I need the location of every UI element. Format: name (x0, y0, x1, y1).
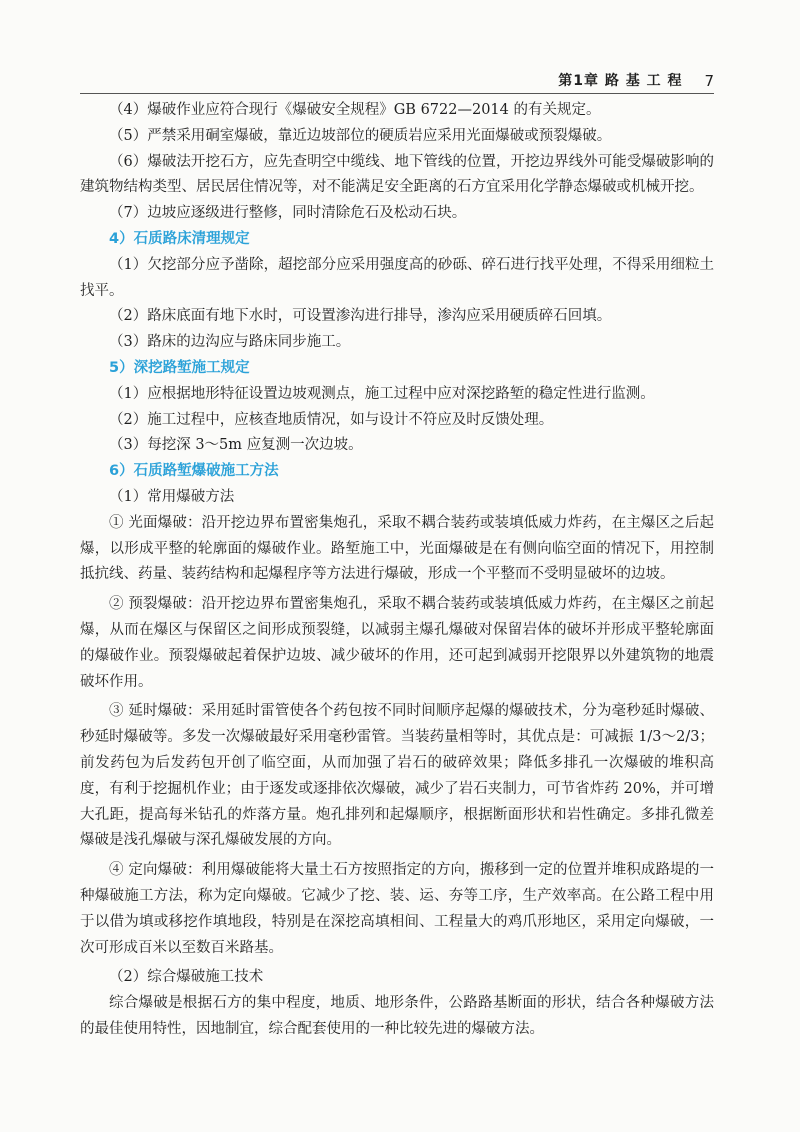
paragraph: （1）应根据地形特征设置边坡观测点，施工过程中应对深挖路堑的稳定性进行监测。 (109, 385, 655, 402)
paragraph: （1）欠挖部分应予凿除，超挖部分应采用强度高的砂砾、碎石进行找平处理，不得采用细粒土找平。 (80, 256, 714, 299)
paragraph: （4）爆破作业应符合现行《爆破安全规程》GB 6722—2014 的有关规定。 (109, 102, 601, 118)
section-heading: 5）深挖路堑施工规定 (109, 359, 250, 376)
paragraph: （2）施工过程中，应核查地质情况，如与设计不符应及时反馈处理。 (109, 411, 554, 428)
paragraph: ③ 延时爆破：采用延时雷管使各个药包按不同时间顺序起爆的爆破技术，分为毫秒延时爆破、秒延时爆破等。多发一次爆破最好采用毫秒雷管。当装药量相等时，其优点是：可减振 1/3～2/3；前发药包为后发药包开创了临空面，从而加强了岩石的破碎效果；降低多排孔一次爆破的堆积高度，有利于挖掘机作业；由于逐发或逐排依次爆破，减少了岩石夹制力，可节省炸药 20%，并可增大孔距，提高每米钻孔的炸落方量。炮孔排列和起爆顺序，根据断面形状和岩性确定。多排孔微差爆破是浅孔爆破与深孔爆破发展的方向。 (80, 703, 714, 849)
paragraph: （3）路床的边沟应与路床同步施工。 (109, 334, 351, 351)
paragraph: （6）爆破法开挖石方，应先查明空中缆线、地下管线的位置，开挖边界线外可能受爆破影响的建筑物结构类型、居民居住情况等，对不能满足安全距离的石方宜采用化学静态爆破或机械开挖。 (80, 153, 714, 196)
page-number: 7 (704, 72, 714, 90)
paragraph: 综合爆破是根据石方的集中程度，地质、地形条件，公路路基断面的形状，结合各种爆破方法的最佳使用特性，因地制宜，综合配套使用的一种比较先进的爆破方法。 (80, 995, 714, 1037)
paragraph: （5）严禁采用硐室爆破，靠近边坡部位的硬质岩应采用光面爆破或预裂爆破。 (109, 127, 612, 144)
body-text (80, 98, 714, 1043)
paragraph: （7）边坡应逐级进行整修，同时清除危石及松动石块。 (109, 205, 467, 222)
section-heading: 4）石质路床清理规定 (109, 230, 250, 247)
paragraph: ④ 定向爆破：利用爆破能将大量土石方按照指定的方向，搬移到一定的位置并堆积成路堤的一种爆破施工方法，称为定向爆破。它减少了挖、装、运、夯等工序，生产效率高。在公路工程中用于以借为填或移挖作填地段，特别是在深挖高填相间、工程量大的鸡爪形地区，采用定向爆破，一次可形成百米以至数百米路基。 (80, 862, 714, 956)
section-heading: 6）石质路堑爆破施工方法 (109, 463, 279, 480)
paragraph: （3）每挖深 3～5m 应复测一次边坡。 (109, 437, 363, 454)
page-header (80, 60, 714, 94)
paragraph: （1）常用爆破方法 (109, 488, 235, 505)
paragraph: ① 光面爆破：沿开挖边界布置密集炮孔，采取不耦合装药或装填低威力炸药，在主爆区之后起爆，以形成平整的轮廓面的爆破作业。路堑施工中，光面爆破是在有侧向临空面的情况下，用控制抵抗线、药量、装药结构和起爆程序等方法进行爆破，形成一个平整而不受明显破坏的边坡。 (80, 514, 714, 583)
paragraph: ② 预裂爆破：沿开挖边界布置密集炮孔，采取不耦合装药或装填低威力炸药，在主爆区之前起爆，从而在爆区与保留区之间形成预裂缝，以减弱主爆孔爆破对保留岩体的破坏并形成平整轮廓面的爆破作业。预裂爆破起着保护边坡、减少破坏的作用，还可起到减弱开挖限界以外建筑物的地震破坏作用。 (80, 596, 714, 690)
paragraph: （2）路床底面有地下水时，可设置渗沟进行排导，渗沟应采用硬质碎石回填。 (109, 308, 612, 325)
chapter-title: 第1章 路 基 工 程 (558, 73, 683, 89)
paragraph: （2）综合爆破施工技术 (109, 969, 264, 986)
